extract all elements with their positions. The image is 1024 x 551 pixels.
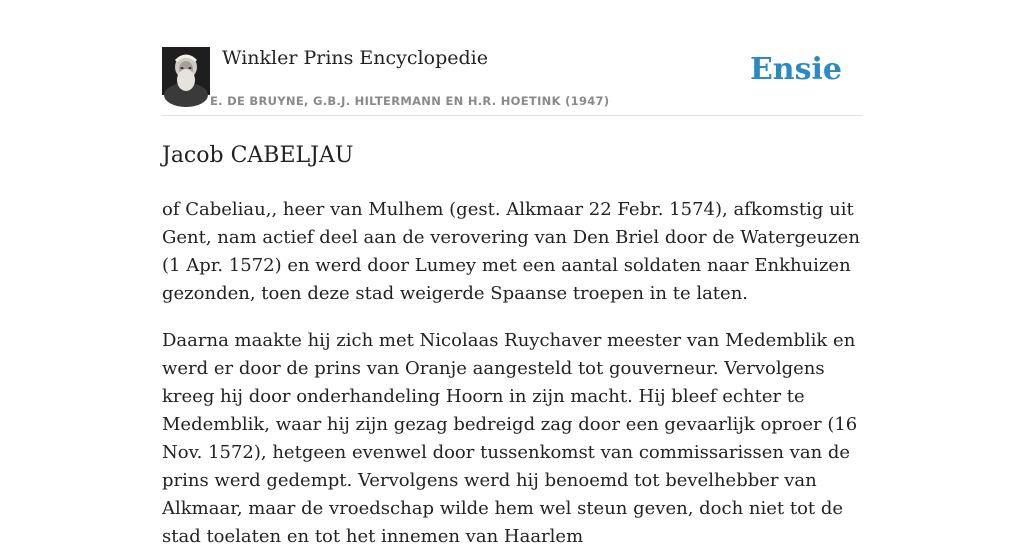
ensie-logo-link[interactable]: Ensie: [749, 52, 842, 87]
authors-line: E. DE BRUYNE, G.B.J. HILTERMANN EN H.R. HOETINK (1947): [210, 94, 610, 108]
article-title: Jacob CABELJAU: [162, 143, 354, 168]
article-paragraph: of Cabeliau,, heer van Mulhem (gest. Alkmaar 22 Febr. 1574), afkomstig uit Gent, nam actief deel aan de verovering van Den Briel door de Watergeuzen (1 Apr. 1572) en werd door Lumey met een aantal soldaten naar Enkhuizen gezonden, toen deze stad weigerde Spaanse troepen in te laten.: [162, 199, 860, 304]
article-paragraph: Daarna maakte hij zich met Nicolaas Ruychaver meester van Medemblik en werd er door de prins van Oranje aangesteld tot gouverneur. Vervolgens kreeg hij door onderhandeling Hoorn in zijn macht. Hij bleef echter te Medemblik, waar hij zijn gezag bedreigd zag door een gevaarlijk oproer (16 Nov. 1572), hetgeen evenwel door tussenkomst van commissarissen van de prins werd gedempt. Vervolgens werd hij benoemd tot bevelhebber van Alkmaar, maar de vroedschap wilde hem wel steun geven, doch niet tot de stad toelaten en tot het innemen van Haarlem: [162, 330, 858, 547]
header: [162, 46, 862, 116]
author-avatar: [162, 47, 210, 95]
page: [162, 0, 862, 551]
portrait-image: [162, 47, 210, 95]
article-body: [162, 196, 862, 551]
encyclopedia-title[interactable]: Winkler Prins Encyclopedie: [222, 47, 488, 69]
